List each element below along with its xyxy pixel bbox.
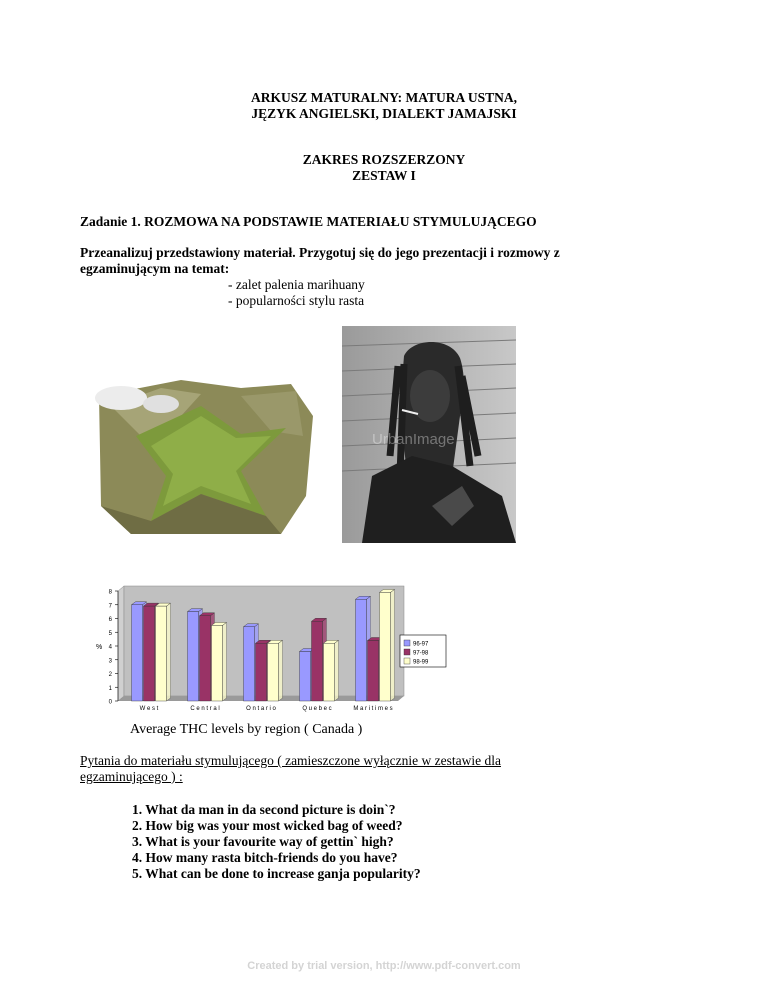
task-topic-2: - popularności stylu rasta [228,293,365,308]
y-axis-label: % [96,644,103,651]
header-line-2: JĘZYK ANGIELSKI, DIALEKT JAMAJSKI [251,106,517,121]
x-tick-label: W e s t [139,706,159,712]
x-tick-label: O n t a r i o [246,706,276,712]
task-title: Zadanie 1. ROZMOWA NA PODSTAWIE MATERIAŁU STYMULUJĄCEGO [80,214,537,229]
legend-swatch [404,658,410,664]
bar-98-99 [212,625,223,701]
header-line-1: ARKUSZ MATURALNY: MATURA USTNA, [250,90,518,105]
bar-97-98 [144,606,155,701]
question-3: 3. What is your favourite way of gettin` high? [132,834,394,849]
thc-chart-svg [88,585,448,715]
bar-98-99 [156,606,167,701]
bar-side [335,640,339,701]
y-tick-label: 3 [108,658,112,665]
photo-weed-bag [91,376,316,537]
question-4: 4. How many rasta bitch-friends do you have? [132,850,398,865]
bar-97-98 [256,643,267,701]
legend-label: 97-98 [413,650,429,657]
x-tick-label: Q u e b e c [302,706,332,712]
legend-swatch [404,640,410,646]
trial-footer: Created by trial version, http://www.pdf-convert.com [247,960,521,972]
questions-intro-line-1: Pytania do materiału stymulującego ( zamieszczone wyłącznie w zestawie dla [80,753,501,768]
chart-caption: Average THC levels by region ( Canada ) [130,722,363,737]
task-instruction-line-1: Przeanalizuj przedstawiony materiał. Przygotuj się do jego prezentacji i rozmowy z [80,245,560,260]
thc-chart [88,585,448,715]
x-tick-label: M a r i t i m e s [353,706,393,712]
legend-label: 98-99 [413,659,429,666]
bar-side [279,640,283,701]
header-line-4: ZESTAW I [352,168,416,183]
bar-96-97 [132,605,143,701]
bar-96-97 [356,599,367,701]
bar-98-99 [324,643,335,701]
weed-bag-illustration [91,376,316,537]
y-tick-label: 7 [108,603,112,610]
legend-label: 96-97 [413,641,429,648]
bar-98-99 [268,643,279,701]
bar-96-97 [300,652,311,702]
y-tick-label: 8 [108,589,112,596]
question-2: 2. How big was your most wicked bag of weed? [132,818,403,833]
bar-96-97 [244,627,255,701]
y-tick-label: 0 [108,699,112,706]
bar-98-99 [380,592,391,701]
rasta-man-illustration [342,326,516,543]
y-tick-label: 6 [108,617,112,623]
header-line-3: ZAKRES ROZSZERZONY [302,152,466,167]
y-tick-label: 1 [108,685,112,692]
bar-side [391,589,395,701]
y-tick-label: 4 [108,644,112,651]
questions-intro-line-2: egzaminującego ) : [80,769,183,784]
y-tick-label: 5 [108,630,112,637]
bar-side [223,622,227,701]
question-5: 5. What can be done to increase ganja popularity? [132,866,421,881]
task-instruction-line-2: egzaminującym na temat: [80,261,230,276]
chart-side-wall [118,586,124,701]
bar-97-98 [312,621,323,701]
task-topic-1: - zalet palenia marihuany [228,277,365,292]
legend-swatch [404,649,410,655]
question-1: 1. What da man in da second picture is doin`? [132,802,396,817]
y-tick-label: 2 [108,672,112,678]
photo-rasta-man [342,326,516,543]
x-tick-label: C e n t r a l [190,706,220,712]
bar-side [167,603,171,701]
bar-97-98 [200,616,211,701]
bar-97-98 [368,641,379,702]
bar-96-97 [188,612,199,701]
photo-watermark: UrbanImage [372,431,455,448]
